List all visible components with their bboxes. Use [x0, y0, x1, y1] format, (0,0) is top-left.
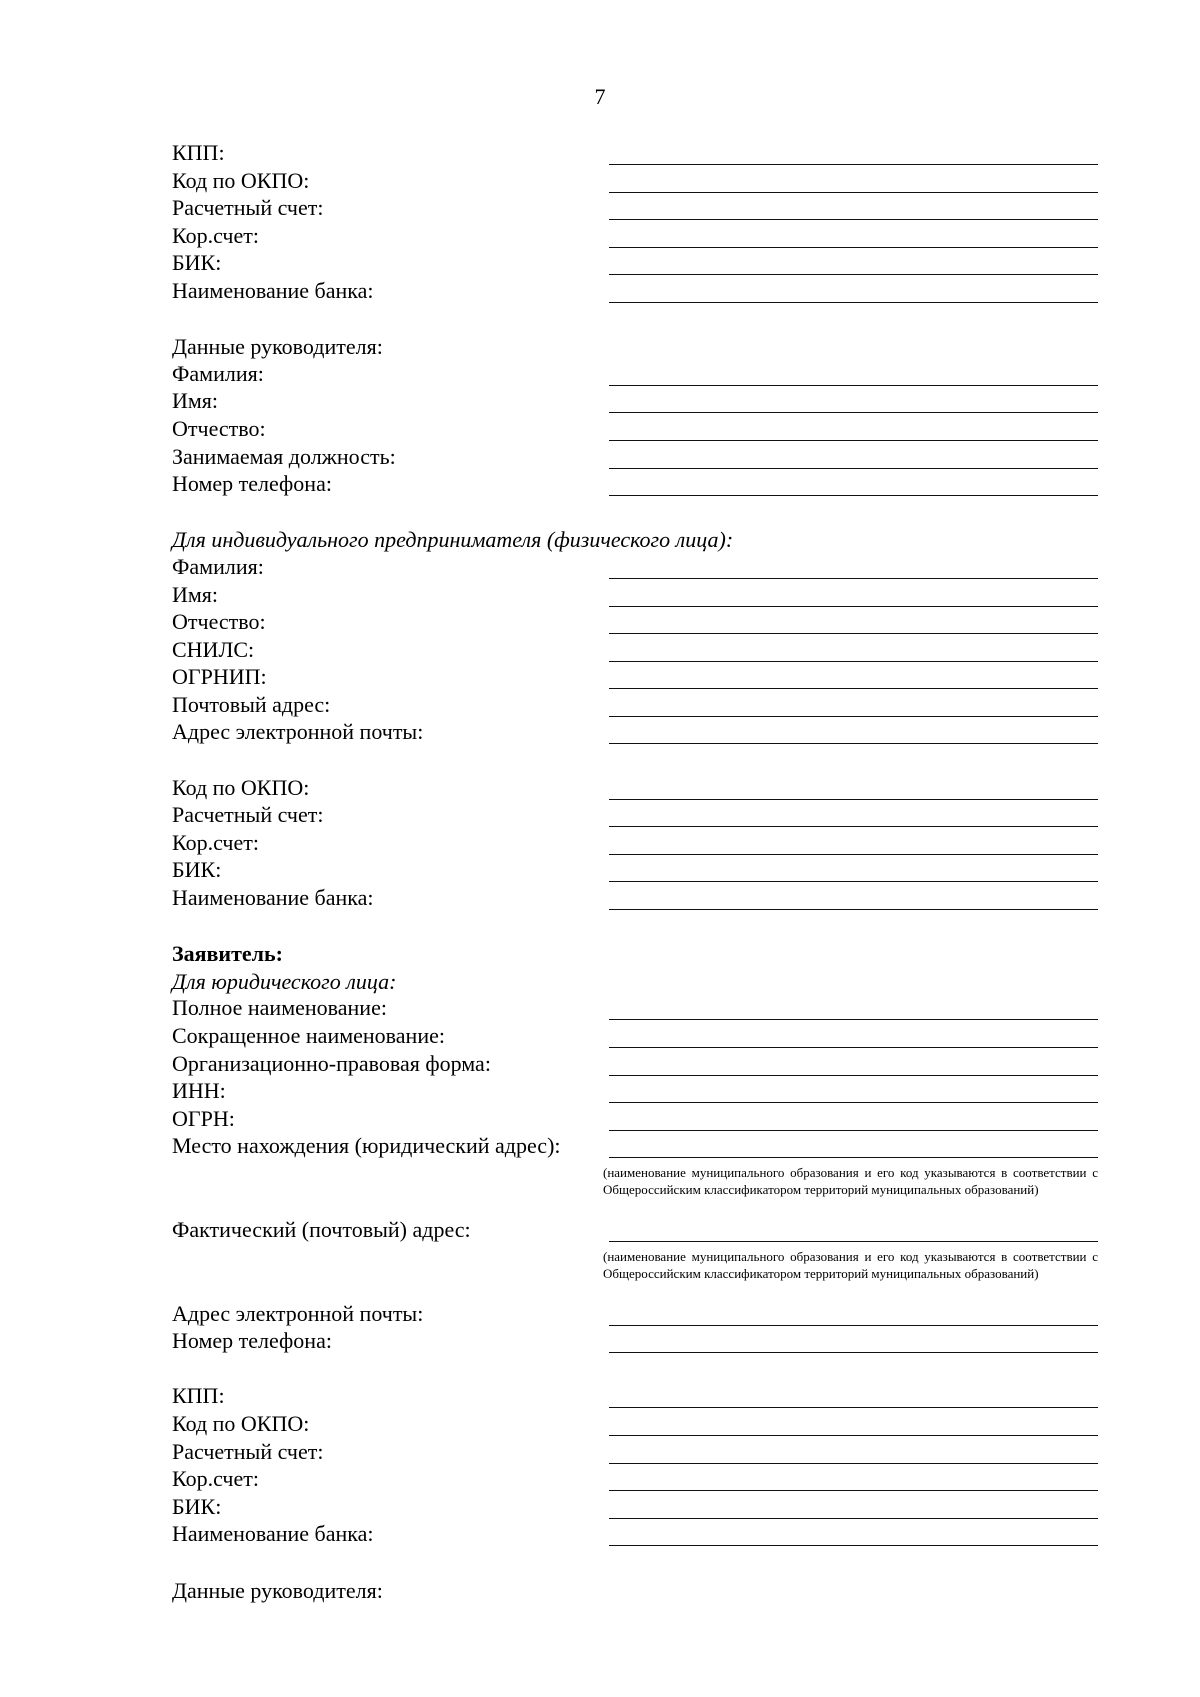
bank-name-field[interactable]: [609, 1545, 1098, 1546]
email-field[interactable]: [609, 1325, 1098, 1326]
field-label: Расчетный счет:: [172, 195, 324, 221]
snils-field[interactable]: [609, 661, 1098, 662]
patronymic-field[interactable]: [609, 633, 1098, 634]
short-name-field[interactable]: [609, 1047, 1098, 1048]
form-row-patronymic: [172, 609, 1132, 637]
field-label: КПП:: [172, 1383, 225, 1409]
postal-address-field[interactable]: [609, 716, 1098, 717]
form-row-bank-name: [172, 278, 1132, 306]
field-label: Код по ОКПО:: [172, 774, 310, 800]
section-heading: Для индивидуального предпринимателя (физического лица):: [172, 527, 734, 553]
form-row-bik: [172, 857, 1132, 885]
form-row-corr-account: [172, 1466, 1132, 1494]
field-label: БИК:: [172, 857, 222, 883]
field-label: Наименование банка:: [172, 885, 374, 911]
position-field[interactable]: [609, 468, 1098, 469]
field-label: Наименование банка:: [172, 277, 374, 303]
field-label: Расчетный счет:: [172, 1438, 324, 1464]
spacer: [172, 499, 1132, 527]
patronymic-field[interactable]: [609, 440, 1098, 441]
page-number: 7: [594, 84, 606, 109]
ogrn-field[interactable]: [609, 1130, 1098, 1131]
name-field[interactable]: [609, 412, 1098, 413]
bik-field[interactable]: [609, 881, 1098, 882]
field-label: ОГРН:: [172, 1105, 235, 1131]
account-field[interactable]: [609, 219, 1098, 220]
field-label: Занимаемая должность:: [172, 443, 396, 469]
form-row-full-name: [172, 995, 1132, 1023]
form-row-email: [172, 719, 1132, 747]
field-label: Наименование банка:: [172, 1521, 374, 1547]
form-row-snils: [172, 637, 1132, 665]
phone-field[interactable]: [609, 1352, 1098, 1353]
legal-address-field[interactable]: [609, 1157, 1098, 1158]
spacer: [172, 306, 1132, 334]
form-row-postal-address: [172, 692, 1132, 720]
field-label: ОГРНИП:: [172, 664, 267, 690]
spacer: [172, 913, 1132, 941]
form-row-postal-address: [172, 1217, 1132, 1245]
form-row-corr-account: [172, 223, 1132, 251]
surname-field[interactable]: [609, 578, 1098, 579]
form-row-corr-account: [172, 830, 1132, 858]
corr-account-field[interactable]: [609, 854, 1098, 855]
spacer: [172, 1549, 1132, 1577]
field-label: Адрес электронной почты:: [172, 1300, 424, 1326]
form-row-inn: [172, 1078, 1132, 1106]
form-row-account: [172, 195, 1132, 223]
form-row-account: [172, 1439, 1132, 1467]
form-row-phone: [172, 471, 1132, 499]
form-row-ogrn: [172, 1106, 1132, 1134]
form-row-okpo: [172, 1411, 1132, 1439]
field-label: Код по ОКПО:: [172, 167, 310, 193]
okpo-field[interactable]: [609, 192, 1098, 193]
form-row-kpp: [172, 140, 1132, 168]
field-label: Фактический (почтовый) адрес:: [172, 1216, 471, 1242]
form-row-okpo: [172, 168, 1132, 196]
phone-field[interactable]: [609, 495, 1098, 496]
full-name-field[interactable]: [609, 1019, 1098, 1020]
application-form: [172, 140, 1132, 1604]
field-label: Организационно-правовая форма:: [172, 1050, 491, 1076]
form-row-kpp: [172, 1383, 1132, 1411]
field-label: ИНН:: [172, 1078, 226, 1104]
form-row-legal-address: [172, 1133, 1132, 1161]
email-field[interactable]: [609, 743, 1098, 744]
field-label: Номер телефона:: [172, 1328, 332, 1354]
form-row-ogrnip: [172, 664, 1132, 692]
surname-field[interactable]: [609, 385, 1098, 386]
field-label: Полное наименование:: [172, 995, 387, 1021]
field-label: БИК:: [172, 250, 222, 276]
field-note: (наименование муниципального образования и его код указываются в соответствии с Общероссийским классификатором территорий муниципальных образований): [603, 1248, 1098, 1281]
field-label: Кор.счет:: [172, 829, 259, 855]
form-row-phone: [172, 1328, 1132, 1356]
section-heading: Данные руководителя:: [172, 334, 383, 360]
bik-field[interactable]: [609, 1518, 1098, 1519]
kpp-field[interactable]: [609, 164, 1098, 165]
field-label: Место нахождения (юридический адрес):: [172, 1133, 561, 1159]
field-label: КПП:: [172, 140, 225, 165]
section-heading: Данные руководителя:: [172, 1577, 383, 1603]
field-label: Фамилия:: [172, 360, 264, 386]
bank-name-field[interactable]: [609, 909, 1098, 910]
field-label: Кор.счет:: [172, 222, 259, 248]
form-row-surname: [172, 554, 1132, 582]
form-row-account: [172, 802, 1132, 830]
section-heading: Заявитель:: [172, 941, 283, 967]
form-row-name: [172, 388, 1132, 416]
field-label: Отчество:: [172, 609, 266, 635]
legal-form-field[interactable]: [609, 1075, 1098, 1076]
field-label: Имя:: [172, 388, 219, 414]
spacer: [172, 1356, 1132, 1384]
form-row-name: [172, 582, 1132, 610]
field-label: Имя:: [172, 581, 219, 607]
name-field[interactable]: [609, 606, 1098, 607]
bank-name-field[interactable]: [609, 302, 1098, 303]
form-row-email: [172, 1301, 1132, 1329]
form-row-bik: [172, 250, 1132, 278]
form-row-bank-name: [172, 1521, 1132, 1549]
corr-account-field[interactable]: [609, 1490, 1098, 1491]
field-label: Адрес электронной почты:: [172, 719, 424, 745]
field-label: СНИЛС:: [172, 636, 255, 662]
field-label: Номер телефона:: [172, 471, 332, 497]
form-row-surname: [172, 361, 1132, 389]
field-label: Кор.счет:: [172, 1466, 259, 1492]
form-row-short-name: [172, 1023, 1132, 1051]
kpp-field[interactable]: [609, 1407, 1098, 1408]
form-row-okpo: [172, 775, 1132, 803]
bik-field[interactable]: [609, 274, 1098, 275]
inn-field[interactable]: [609, 1102, 1098, 1103]
form-row-patronymic: [172, 416, 1132, 444]
field-label: Фамилия:: [172, 553, 264, 579]
account-field[interactable]: [609, 826, 1098, 827]
form-row-bank-name: [172, 885, 1132, 913]
field-label: Отчество:: [172, 415, 266, 441]
spacer: [172, 747, 1132, 775]
form-row-bik: [172, 1494, 1132, 1522]
postal-address-field[interactable]: [609, 1241, 1098, 1242]
account-field[interactable]: [609, 1463, 1098, 1464]
field-note: (наименование муниципального образования и его код указываются в соответствии с Общероссийским классификатором территорий муниципальных образований): [603, 1164, 1098, 1197]
okpo-field[interactable]: [609, 799, 1098, 800]
field-label: Код по ОКПО:: [172, 1410, 310, 1436]
field-label: Почтовый адрес:: [172, 691, 331, 717]
field-label: Расчетный счет:: [172, 802, 324, 828]
field-label: Сокращенное наименование:: [172, 1023, 445, 1048]
form-row-legal-form: [172, 1051, 1132, 1079]
corr-account-field[interactable]: [609, 247, 1098, 248]
form-row-position: [172, 444, 1132, 472]
okpo-field[interactable]: [609, 1435, 1098, 1436]
ogrnip-field[interactable]: [609, 688, 1098, 689]
section-subheading: Для юридического лица:: [172, 968, 397, 994]
field-label: БИК:: [172, 1493, 222, 1519]
